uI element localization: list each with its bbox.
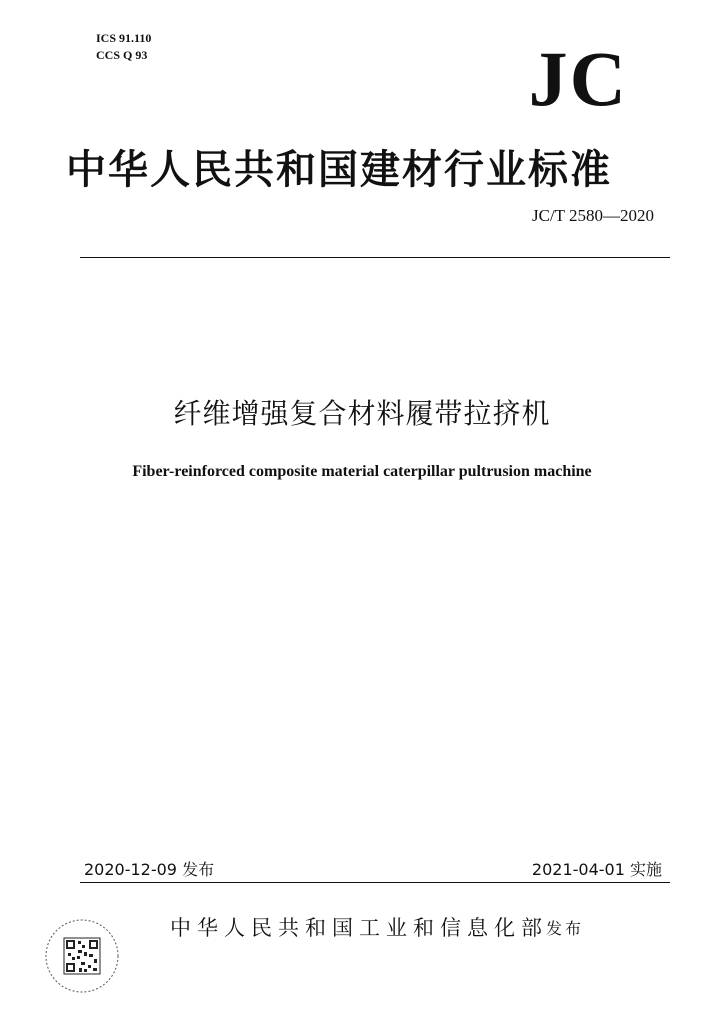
qr-code-icon bbox=[44, 918, 120, 994]
top-divider bbox=[80, 257, 670, 258]
standard-category-title: 中华人民共和国建材行业标准 bbox=[66, 147, 612, 193]
document-title-english: Fiber-reinforced composite material caterpillar pultrusion machine bbox=[132, 463, 592, 480]
issuing-authority: 中华人民共和国工业和信息化部 bbox=[170, 916, 548, 940]
issue-date: 2020-12-09 发布 bbox=[84, 860, 215, 879]
jc-logo: JC bbox=[528, 35, 628, 122]
standard-number: JC/T 2580—2020 bbox=[531, 206, 654, 225]
bottom-divider bbox=[80, 882, 670, 883]
ics-code: ICS 91.110 bbox=[96, 31, 152, 45]
classification-codes bbox=[96, 30, 151, 64]
issuing-authority-suffix: 发布 bbox=[546, 919, 585, 938]
ccs-code: CCS Q 93 bbox=[96, 48, 148, 62]
implementation-date: 2021-04-01 实施 bbox=[531, 860, 662, 879]
document-title-chinese: 纤维增强复合材料履带拉挤机 bbox=[173, 397, 551, 430]
